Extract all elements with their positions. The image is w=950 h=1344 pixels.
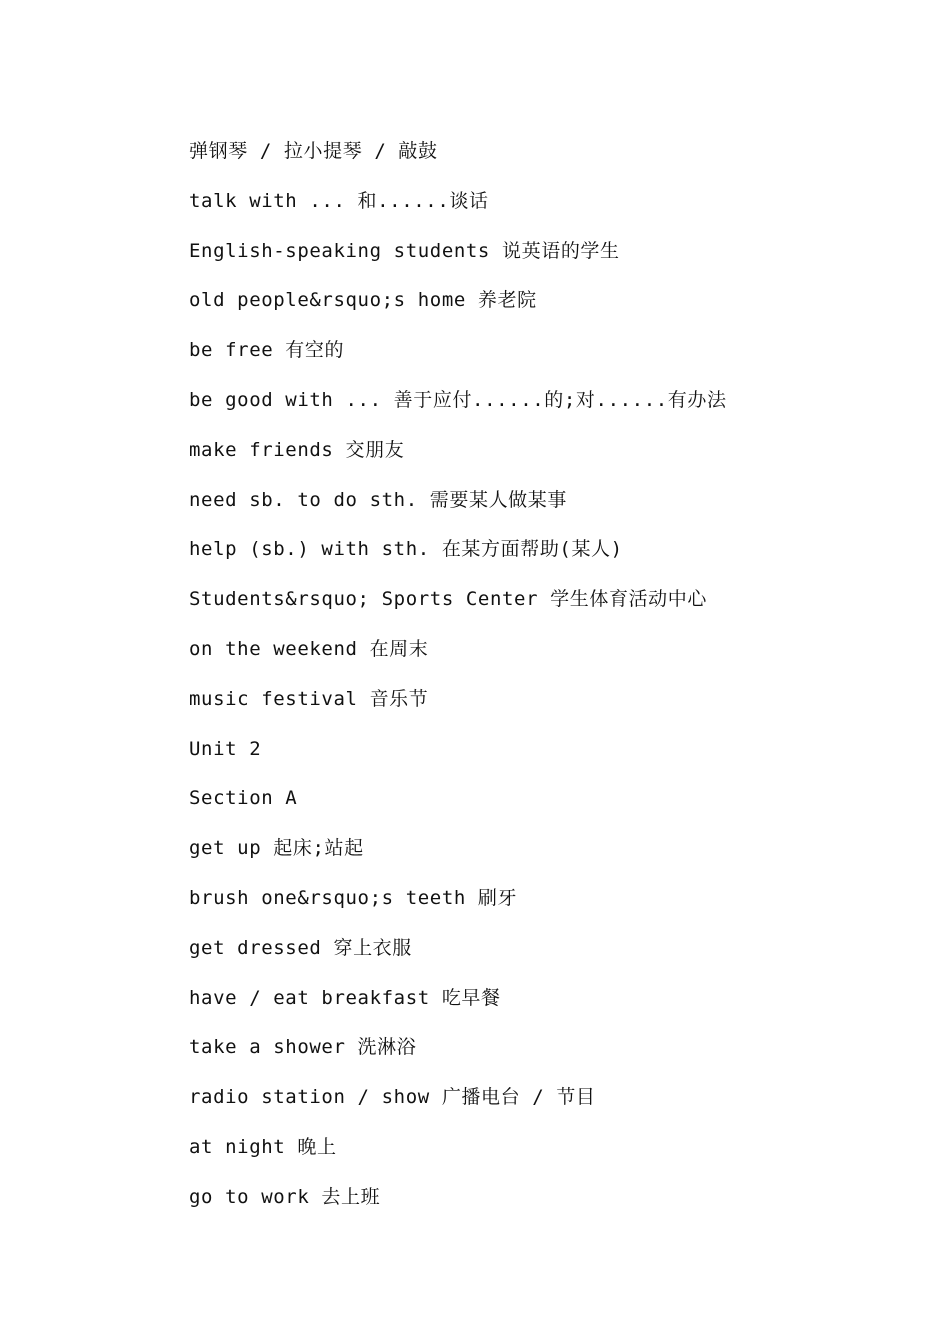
vocab-line: talk with ... 和......谈话: [189, 189, 489, 212]
vocab-line: get up 起床;站起: [189, 837, 364, 860]
vocab-line: English-speaking students 说英语的学生: [189, 239, 620, 262]
vocab-line: go to work 去上班: [189, 1185, 381, 1208]
vocab-line: music festival 音乐节: [189, 687, 429, 710]
vocab-line: help (sb.) with sth. 在某方面帮助(某人): [189, 538, 623, 561]
vocab-line: brush one&rsquo;s teeth 刷牙: [189, 886, 518, 909]
vocabulary-list: [189, 137, 909, 1233]
vocab-line: get dressed 穿上衣服: [189, 936, 412, 959]
vocab-line: at night 晚上: [189, 1135, 337, 1158]
vocab-line: make friends 交朋友: [189, 438, 405, 461]
vocab-line: take a shower 洗淋浴: [189, 1036, 417, 1059]
vocab-line: have / eat breakfast 吃早餐: [189, 986, 501, 1009]
vocab-line: radio station / show 广播电台 / 节目: [189, 1086, 596, 1109]
section-heading: Section A: [189, 787, 298, 810]
unit-heading: Unit 2: [189, 737, 262, 760]
vocab-line: 弹钢琴 / 拉小提琴 / 敲鼓: [189, 140, 438, 162]
vocab-line: be free 有空的: [189, 339, 345, 362]
vocab-line: need sb. to do sth. 需要某人做某事: [189, 488, 567, 511]
vocab-line: Students&rsquo; Sports Center 学生体育活动中心: [189, 588, 707, 611]
vocab-line: on the weekend 在周末: [189, 637, 429, 660]
vocab-line: be good with ... 善于应付......的;对......有办法: [189, 388, 727, 411]
vocab-line: old people&rsquo;s home 养老院: [189, 289, 537, 312]
